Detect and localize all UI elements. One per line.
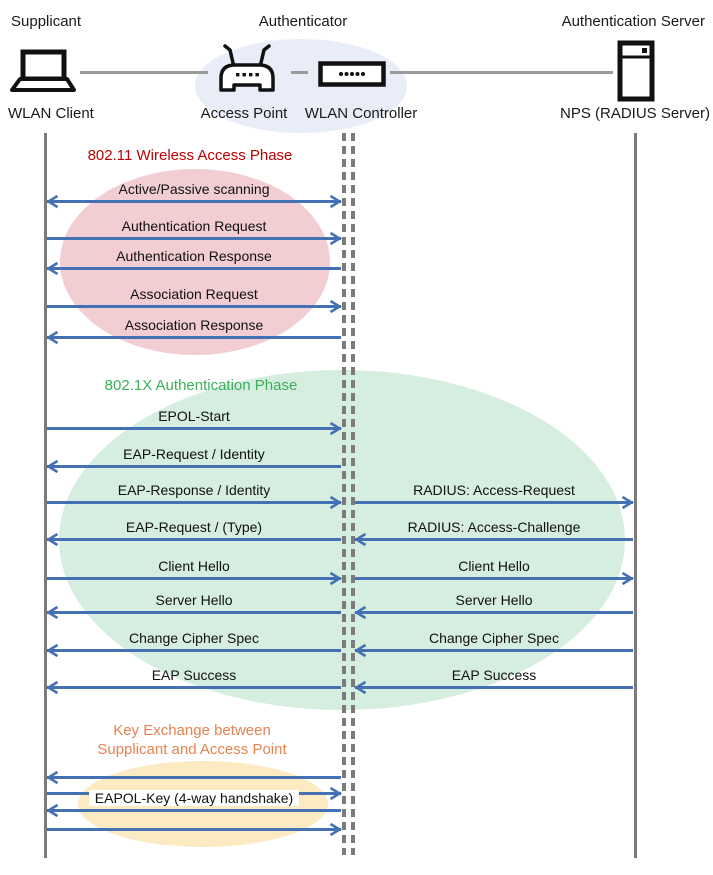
message-arrow (47, 200, 341, 203)
role-label-authenticator: Authenticator (258, 13, 348, 30)
message-label: Association Request (130, 286, 258, 302)
wlan-controller-icon (318, 61, 386, 92)
message-label: Active/Passive scanning (118, 181, 270, 197)
role-label-authentication-server: Authentication Server (561, 13, 705, 30)
server-icon (617, 40, 655, 107)
message-label: Client Hello (458, 558, 530, 574)
message-label: EAPOL-Key (4-way handshake) (47, 789, 341, 807)
phase1-title: 802.11 Wireless Access Phase (87, 147, 293, 164)
message-arrow (355, 577, 633, 580)
role-label-supplicant: Supplicant (11, 13, 82, 30)
message-arrow (47, 611, 341, 614)
message-arrow (47, 577, 341, 580)
connector-controller-server (390, 71, 613, 74)
message-arrow (47, 267, 341, 270)
message-arrow (355, 538, 633, 541)
message-label: EAP-Request / (Type) (125, 519, 263, 535)
node-label-nps-radius-server: NPS (RADIUS Server) (559, 105, 711, 122)
message-label: EAP-Response / Identity (117, 482, 271, 498)
message-label: EAP-Request / Identity (123, 446, 265, 462)
message-label: EPOL-Start (158, 408, 230, 424)
message-arrow (47, 649, 341, 652)
lifeline-wlan-controller-right (351, 133, 355, 855)
message-label: EAP Success (451, 667, 537, 683)
message-label: Server Hello (455, 592, 533, 608)
arrowhead-left-icon (45, 770, 61, 785)
message-label: EAP Success (151, 667, 237, 683)
message-arrow (47, 336, 341, 339)
laptop-icon (9, 48, 77, 99)
message-arrow (355, 686, 633, 689)
message-arrow (47, 501, 341, 504)
connector-client-ap (80, 71, 208, 74)
message-label: Association Response (124, 317, 264, 333)
message-label: Client Hello (158, 558, 230, 574)
message-arrow (355, 611, 633, 614)
message-label: RADIUS: Access-Challenge (407, 519, 581, 535)
message-arrow (355, 649, 633, 652)
message-arrow (47, 465, 341, 468)
message-arrow (47, 686, 341, 689)
message-label: Authentication Response (116, 248, 272, 264)
message-arrow (47, 427, 341, 430)
message-label: Change Cipher Spec (129, 630, 259, 646)
access-point-icon (216, 44, 278, 101)
phase3-title: Key Exchange between Supplicant and Access Point (97, 722, 287, 758)
phase2-title: 802.1X Authentication Phase (104, 377, 298, 394)
connector-ap-controller (291, 71, 308, 74)
message-arrow (47, 809, 341, 812)
arrowhead-right-icon (327, 822, 343, 837)
message-arrow (355, 501, 633, 504)
message-label: Server Hello (155, 592, 233, 608)
message-arrow (47, 305, 341, 308)
message-arrow (47, 776, 341, 779)
node-label-access-point: Access Point (200, 105, 288, 122)
message-label: Change Cipher Spec (429, 630, 559, 646)
node-label-wlan-client: WLAN Client (8, 105, 94, 122)
message-arrow (47, 538, 341, 541)
node-label-wlan-controller: WLAN Controller (304, 105, 418, 122)
message-label: RADIUS: Access-Request (413, 482, 575, 498)
message-label: Authentication Request (121, 218, 267, 234)
message-arrow (47, 237, 341, 240)
message-arrow (47, 828, 341, 831)
